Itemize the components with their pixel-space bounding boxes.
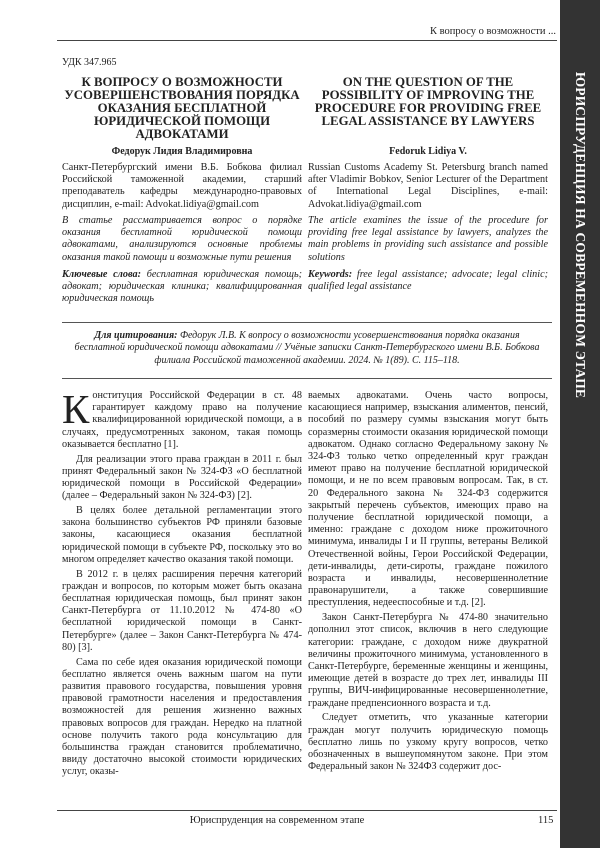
author-en: Fedoruk Lidiya V. <box>389 146 467 157</box>
title-ru: К ВОПРОСУ О ВОЗМОЖНОСТИ УСОВЕРШЕНСТВОВАНИЯ ПОРЯДКА ОКАЗАНИЯ БЕСПЛАТНОЙ ЮРИДИЧЕСКОЙ ПОМОЩИ АДВОКАТАМИ <box>64 75 300 141</box>
body-paragraph: Закон Санкт-Петербурга № 474-80 значительно дополнил этот список, включив в него следующие категории: граждане, с доходом ниже двукратной величины прожиточного минимума, установленного в Санкт-Петербурге, беременные женщины и женщины, имеющие детей в возрасте до трех лет, инвалиды III группы, ВИЧ-инфицированные несовершеннолетние, граждане предпенсионного возраста и т.д. <box>308 612 548 709</box>
keywords-text-en: free legal assistance; advocate; legal clinic; qualified legal assistance <box>308 269 549 293</box>
title-en: ON THE QUESTION OF THE POSSIBILITY OF IMPROVING THE PROCEDURE FOR PROVIDING FREE LEGAL ASSISTANCE BY LAWYERS <box>314 75 542 128</box>
keywords-label-en: Keywords: <box>308 269 353 280</box>
footer-journal-title: Юриспруденция на современном этапе <box>189 815 365 826</box>
header-rule <box>57 40 557 41</box>
author-ru: Федорук Лидия Владимировна <box>111 146 253 157</box>
abstract-en: The article examines the issue of the procedure for providing free legal assistance by lawyers, analyzes the main problems in providing such assistance and possible solutions <box>308 215 548 263</box>
affiliation-en: Russian Customs Academy St. Petersburg branch named after Vladimir Bobkov, Senior Lecturer of the Department of International Legal Disciplines, e-mail: Advokat.lidiya@gmail.com <box>308 162 548 210</box>
citation-block <box>72 330 542 367</box>
body-paragraph: Для реализации этого права граждан в 2011 г. был принят Федеральный закон № 324-ФЗ «О бесплатной юридической помощи в Российской Федерации» (далее – Федеральный закон № 324-ФЗ) [2]. <box>62 453 302 502</box>
body-paragraph: ваемых адвокатами. Очень часто вопросы, касающиеся например, взыскания алиментов, пенсий, пособий по размеру суммы взыскания могут быть соразмерны стоимости оказания юридической помощи адвокатом. Однако согласно Федеральному закону № 324-ФЗ только четко определенный круг граждан имеют право на получение бесплатной юридической помощи, и не по всем правовым вопросам. Так, в ст. 20 Федерального закона № 324-ФЗ содержится закрытый перечень субъектов, имеющих право на получение бесплатной юридической помощи, а именно: граждане с доходом ниже прожиточного минимума, инвалиды I и II группы, ветераны Великой Отечественной войны, Герои Российской Федерации, дети-инвалиды, дети-сироты, граждане пожилого возраста и инвалиды, несовершеннолетние правонарушители, а также совершившие преступления, недееспособные и т.д. [2]. <box>308 390 548 609</box>
citation-text: Федорук Л.В. К вопросу о возможности усовершенствования порядка оказания бесплатной юридической помощи адвокатами // Учёные записки Санкт-Петербургского имени В.Б. Бобкова филиала Российской таможенной академии. 2024. № 1(89). С. 115–118. <box>74 330 540 366</box>
section-side-label <box>560 40 600 430</box>
keywords-ru <box>62 269 302 306</box>
body-column-left <box>62 386 302 781</box>
udk-code: УДК 347.965 <box>62 57 117 68</box>
affiliation-ru: Санкт-Петербургский имени В.Б. Бобкова филиал Российской таможенной академии, старший преподаватель кафедры международно-правовых дисциплин, e-mail: Advokat.lidiya@gmail.com <box>62 162 302 210</box>
citation-top-rule <box>62 322 552 323</box>
abstract-ru: В статье рассматривается вопрос о порядке оказания бесплатной юридической помощи адвокатами, анализируются основные проблемы оказания такой помощи и возможные пути решения <box>62 215 302 263</box>
running-title: К вопросу о возможности ... <box>430 26 556 37</box>
body-paragraph: Сама по себе идея оказания юридической помощи бесплатно является очень важным шагом на пути развития правового государства, повышения уровня правовой грамотности населения и предоставления возможностей для решения жизненно важных правовых вопросов для граждан. Нередко на платной основе получить такого рода консультацию для большинства граждан становится проблематично, ввиду достаточно высокой стоимости юридических услуг, оказы- <box>62 656 302 778</box>
footer-rule <box>57 810 557 811</box>
section-side-label-text: ЮРИСПРУДЕНЦИЯ НА СОВРЕМЕННОМ ЭТАПЕ <box>573 71 588 399</box>
citation-label: Для цитирования: <box>94 330 178 341</box>
body-paragraph: В целях более детальной регламентации этого закона большинство субъектов РФ приняли базовые законы, касающиеся оказания бесплатной юридической помощи в субъекте РФ, поскольку это во многом определяет качество оказания такой помощи. <box>62 505 302 565</box>
keywords-en <box>308 269 548 293</box>
body-paragraph: В 2012 г. в целях расширения перечня категорий граждан и вопросов, по которым может быть оказана бесплатная юридическая помощь, был принят закон Санкт-Петербурга от 11.10.2012 № 474-80 «О бесплатной юридической помощи в Санкт-Петербурге» (далее – Закон Санкт-Петербурга № 474-80) [3]. <box>62 568 302 653</box>
keywords-label-ru: Ключевые слова: <box>62 269 141 280</box>
body-paragraph-text: онституция Российской Федерации в ст. 48 гарантирует каждому право на получение квалифицированной юридической помощи, а в случаях, предусмотренных законом, такая помощь оказывается бесплатно [1]. <box>62 390 302 450</box>
body-paragraph: Следует отметить, что указанные категории граждан могут получить юридическую помощь бесплатно лишь по узкому кругу вопросов, четко обозначенных в вышеупомянутом законе. При этом Федеральный закон № 324ФЗ содержит дос- <box>308 712 548 773</box>
body-paragraph <box>62 386 302 451</box>
keywords-text-ru: бесплатная юридическая помощь; адвокат; юридическая клиника; квалифицированная юридическая помощь <box>62 269 303 305</box>
citation-bottom-rule <box>62 378 552 379</box>
page-number: 115 <box>538 815 554 826</box>
body-column-right <box>308 390 548 776</box>
drop-cap: К <box>62 386 90 432</box>
